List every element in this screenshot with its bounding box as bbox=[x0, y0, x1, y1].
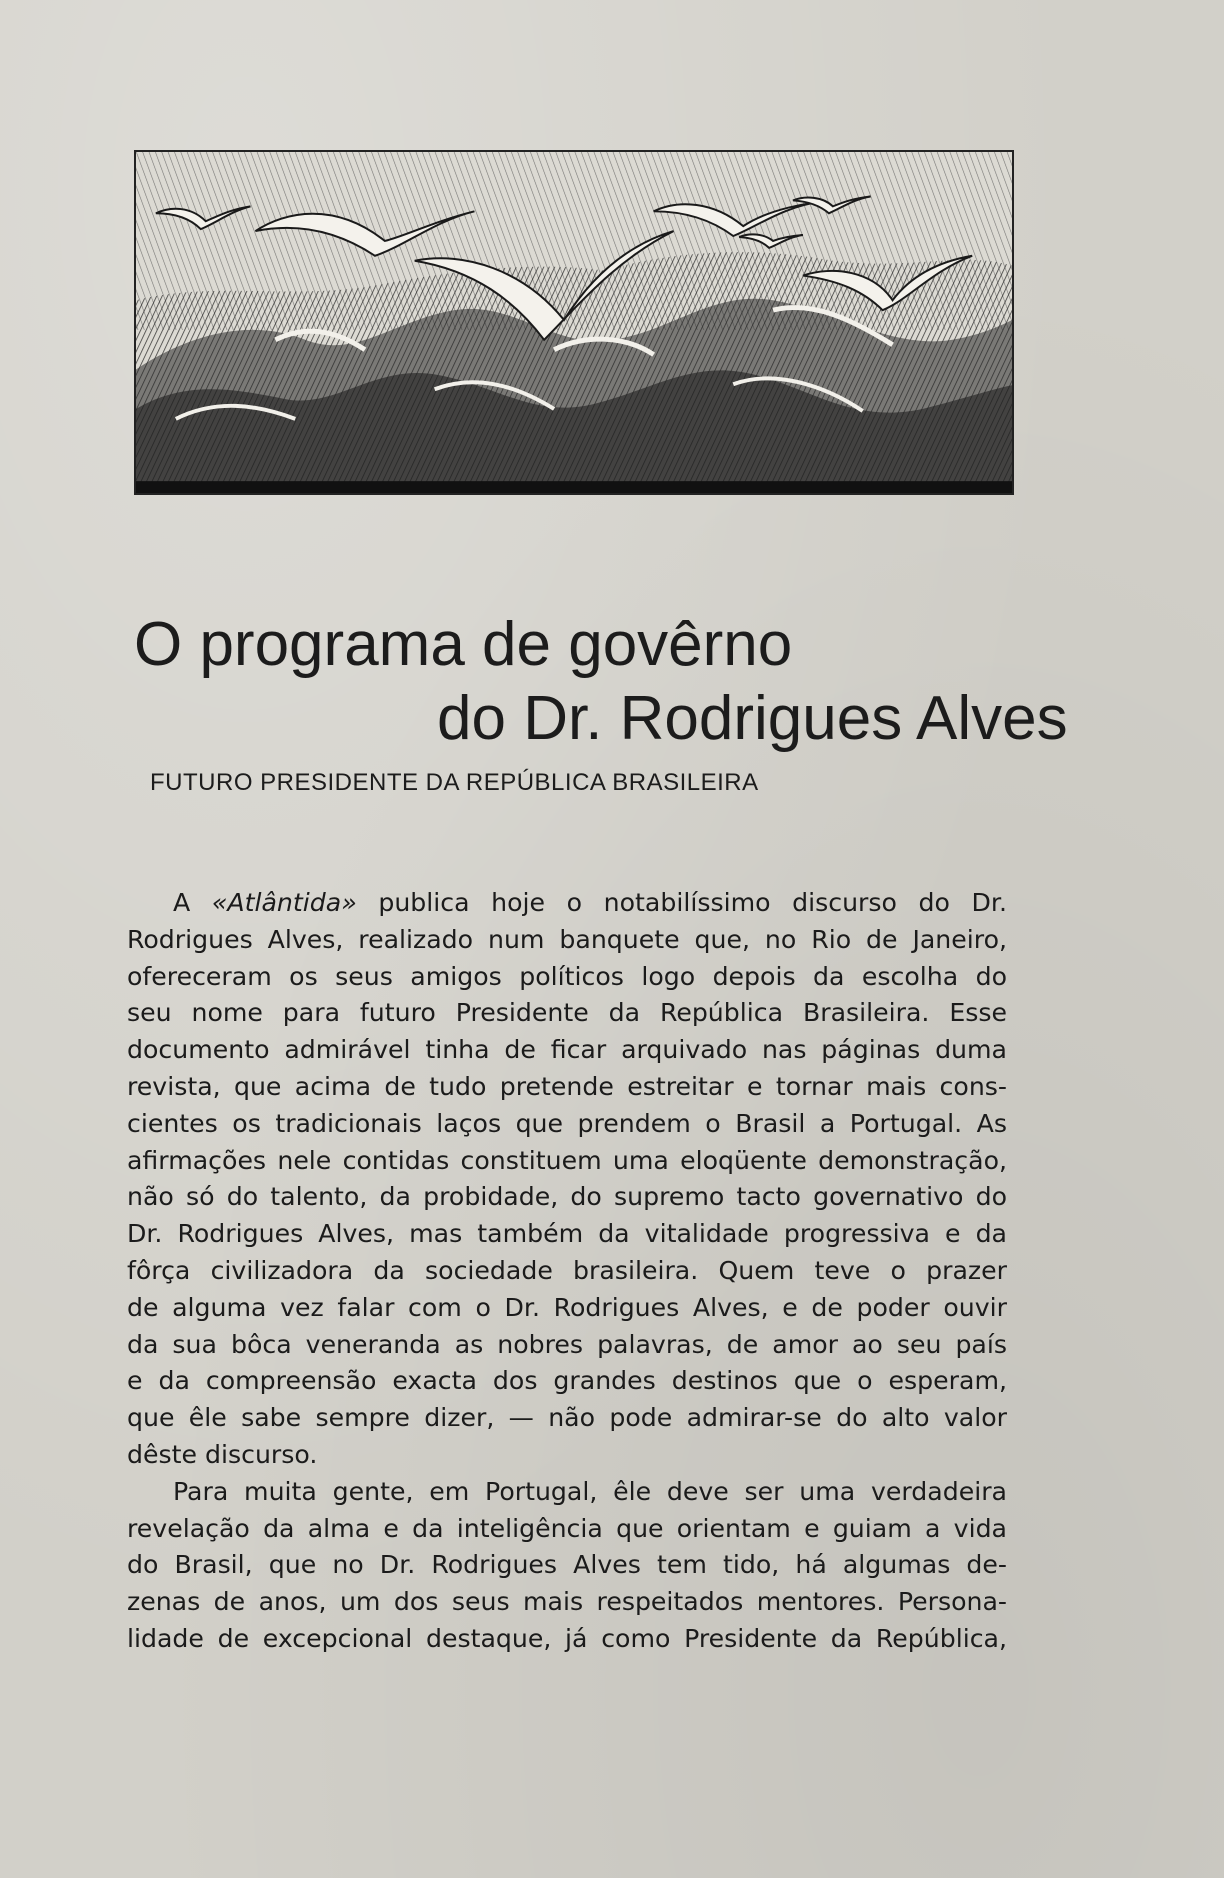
text-line: fôrça civilizadora da sociedade brasileira. Quem teve o prazer bbox=[127, 1255, 1007, 1285]
text-line: e da compreensão exacta dos grandes destinos que o esperam, bbox=[127, 1366, 1007, 1396]
text-line: que êle sabe sempre dizer, — não pode admirar-se do alto valor bbox=[127, 1403, 1007, 1433]
text-line: afirmações nele contidas constituem uma eloqüente demonstração, bbox=[127, 1145, 1007, 1175]
text-line: seu nome para futuro Presidente da República Brasileira. Esse bbox=[127, 998, 1007, 1028]
text-line: de alguma vez falar com o Dr. Rodrigues Alves, e de poder ouvir bbox=[127, 1292, 1007, 1322]
text-line bbox=[127, 885, 1007, 922]
text-line: documento admirável tinha de ficar arquivado nas páginas duma bbox=[127, 1035, 1007, 1065]
article-body bbox=[127, 885, 1007, 1658]
text-line: cientes os tradicionais laços que prendem o Brasil a Portugal. As bbox=[127, 1108, 1007, 1138]
text-line-content: publica hoje o notabilíssimo discurso do Dr. bbox=[378, 888, 1007, 917]
text-line: lidade de excepcional destaque, já como Presidente da República, bbox=[127, 1623, 1007, 1653]
text-line: Para muita gente, em Portugal, êle deve ser uma verdadeira bbox=[173, 1476, 1007, 1506]
text-line: dêste discurso. bbox=[127, 1439, 318, 1469]
seabirds-waves-drawing bbox=[136, 152, 1012, 493]
text-line: não só do talento, da probidade, do supremo tacto governativo do bbox=[127, 1182, 1007, 1212]
text-line: da sua bôca veneranda as nobres palavras, de amor ao seu país bbox=[127, 1329, 1007, 1359]
seascape-illustration bbox=[134, 150, 1014, 495]
text-line: ofereceram os seus amigos políticos logo depois da escolha do bbox=[127, 961, 1007, 991]
article-title-line-2: do Dr. Rodrigues Alves bbox=[437, 684, 1068, 753]
article-title-line-1: O programa de govêrno bbox=[134, 610, 793, 679]
lead-letter: A bbox=[173, 888, 191, 917]
paragraph-2 bbox=[127, 1474, 1007, 1658]
magazine-name: «Atlântida» bbox=[211, 888, 357, 917]
article-subtitle: FUTURO PRESIDENTE DA REPÚBLICA BRASILEIRA bbox=[150, 769, 759, 796]
text-line: zenas de anos, um dos seus mais respeitados mentores. Persona- bbox=[127, 1587, 1007, 1617]
paragraph-1 bbox=[127, 885, 1007, 1474]
text-line: Rodrigues Alves, realizado num banquete que, no Rio de Janeiro, bbox=[127, 924, 1007, 954]
text-line: Dr. Rodrigues Alves, mas também da vitalidade progressiva e da bbox=[127, 1219, 1007, 1249]
text-line: revista, que acima de tudo pretende estreitar e tornar mais cons- bbox=[127, 1071, 1007, 1101]
text-line: do Brasil, que no Dr. Rodrigues Alves tem tido, há algumas de- bbox=[127, 1550, 1007, 1580]
text-line: revelação da alma e da inteligência que orientam e guiam a vida bbox=[127, 1513, 1007, 1543]
